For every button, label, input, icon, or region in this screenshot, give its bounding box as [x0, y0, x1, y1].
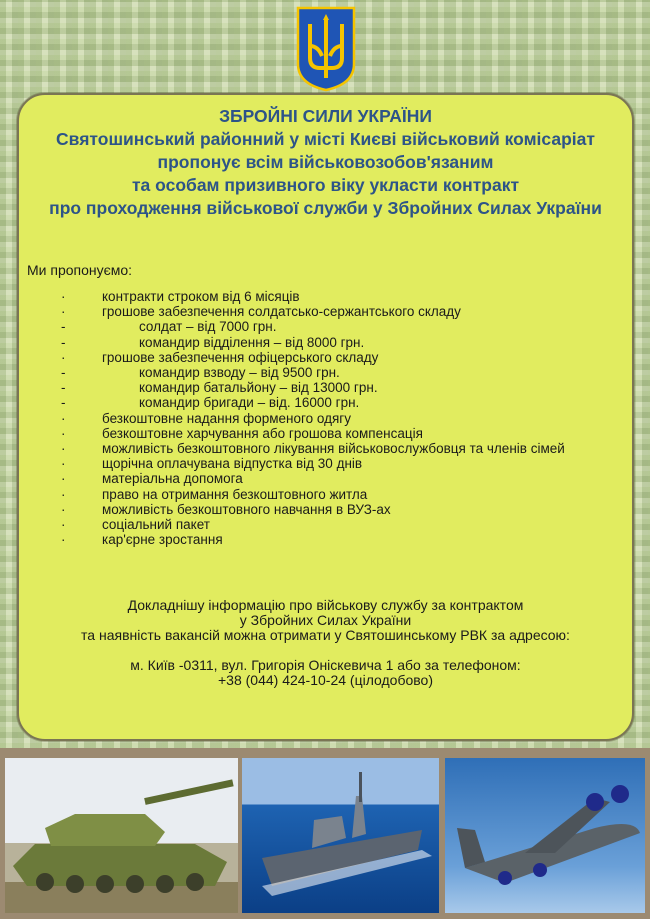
dash-marker: - [61, 395, 66, 411]
dash-marker: - [61, 319, 66, 335]
tank-photo [5, 758, 238, 913]
bullet-marker: · [61, 410, 66, 426]
offer-item-text: командир бригади – від. 16000 грн. [139, 395, 360, 411]
offer-item [61, 487, 565, 502]
offer-item-text: командир батальйону – від 13000 грн. [139, 380, 378, 396]
offer-list [61, 289, 565, 547]
bullet-marker: · [61, 441, 66, 457]
offer-item-text: солдат – від 7000 грн. [139, 319, 277, 335]
warship-photo [242, 758, 439, 913]
headline-title: ЗБРОЙНІ СИЛИ УКРАЇНИ [219, 106, 432, 126]
headline-line: Святошинський районний у місті Києві військовий комісаріат [56, 129, 595, 149]
offer-item-text: кар'єрне зростання [102, 532, 223, 548]
offer-subitem [61, 365, 565, 380]
offer-item [61, 502, 565, 517]
offer-panel [17, 93, 634, 741]
photo-strip [0, 748, 650, 919]
offer-item [61, 426, 565, 441]
bullet-marker: · [61, 456, 66, 472]
trident-coat-of-arms-icon [296, 6, 356, 92]
offer-item [61, 289, 565, 304]
offer-item [61, 441, 565, 456]
dash-marker: - [61, 365, 66, 381]
headline-line: пропонує всім військовозобов'язаним [157, 152, 494, 172]
aircraft-photo [445, 758, 645, 913]
bullet-marker: · [61, 304, 66, 320]
offer-item-text: контракти строком від 6 місяців [102, 289, 300, 304]
offer-item-text: безкоштовне харчування або грошова компенсація [102, 425, 423, 441]
address-line: м. Київ -0311, вул. Григорія Оніскевича 1 або за телефоном: [130, 657, 521, 673]
offer-subitem [61, 319, 565, 334]
bullet-marker: · [61, 289, 66, 304]
info-line: та наявність вакансій можна отримати у Святошинському РВК за адресою: [81, 627, 570, 643]
offer-item-text: безкоштовне надання форменого одягу [102, 410, 351, 426]
offer-item-text: право на отримання безкоштовного житла [102, 486, 368, 502]
offer-item-text: щорічна оплачувана відпустка від 30 днів [102, 456, 363, 472]
intro-text: Ми пропонуємо: [27, 262, 133, 278]
offer-item [61, 532, 565, 547]
bullet-marker: · [61, 486, 66, 502]
offer-item [61, 411, 565, 426]
offer-subitem [61, 335, 565, 350]
offer-item [61, 350, 565, 365]
headline-line: про проходження військової служби у Збройних Силах України [49, 198, 602, 218]
headline-line: та особам призивного віку укласти контракт [131, 175, 520, 195]
offer-item [61, 471, 565, 486]
phone-line: +38 (044) 424-10-24 (цілодобово) [217, 672, 433, 688]
bullet-marker: · [61, 532, 66, 548]
offer-subitem [61, 380, 565, 395]
info-line: Докладнішу інформацію про військову службу за контрактом [127, 597, 524, 613]
headline [19, 105, 632, 220]
info-line: у Збройних Силах України [239, 612, 412, 628]
dash-marker: - [61, 334, 66, 350]
offer-item-text: грошове забезпечення офіцерського складу [102, 349, 379, 365]
offer-item-text: можливість безкоштовного навчання в ВУЗ-ах [102, 501, 391, 517]
offer-subitem [61, 395, 565, 410]
offer-item-text: командир взводу – від 9500 грн. [139, 365, 340, 381]
dash-marker: - [61, 380, 66, 396]
offer-item-text: соціальний пакет [102, 517, 210, 533]
bullet-marker: · [61, 425, 66, 441]
bullet-marker: · [61, 517, 66, 533]
contact-text [19, 658, 632, 688]
info-text [19, 598, 632, 643]
offer-item-text: командир відділення – від 8000 грн. [139, 334, 365, 350]
offer-item [61, 304, 565, 319]
offer-item-text: грошове забезпечення солдатсько-сержантського складу [102, 304, 461, 320]
bullet-marker: · [61, 349, 66, 365]
offer-item-text: можливість безкоштовного лікування військовослужбовця та членів сімей [102, 441, 565, 457]
bullet-marker: · [61, 471, 66, 487]
bullet-marker: · [61, 501, 66, 517]
offer-item [61, 517, 565, 532]
offer-item-text: матеріальна допомога [102, 471, 243, 487]
offer-item [61, 456, 565, 471]
